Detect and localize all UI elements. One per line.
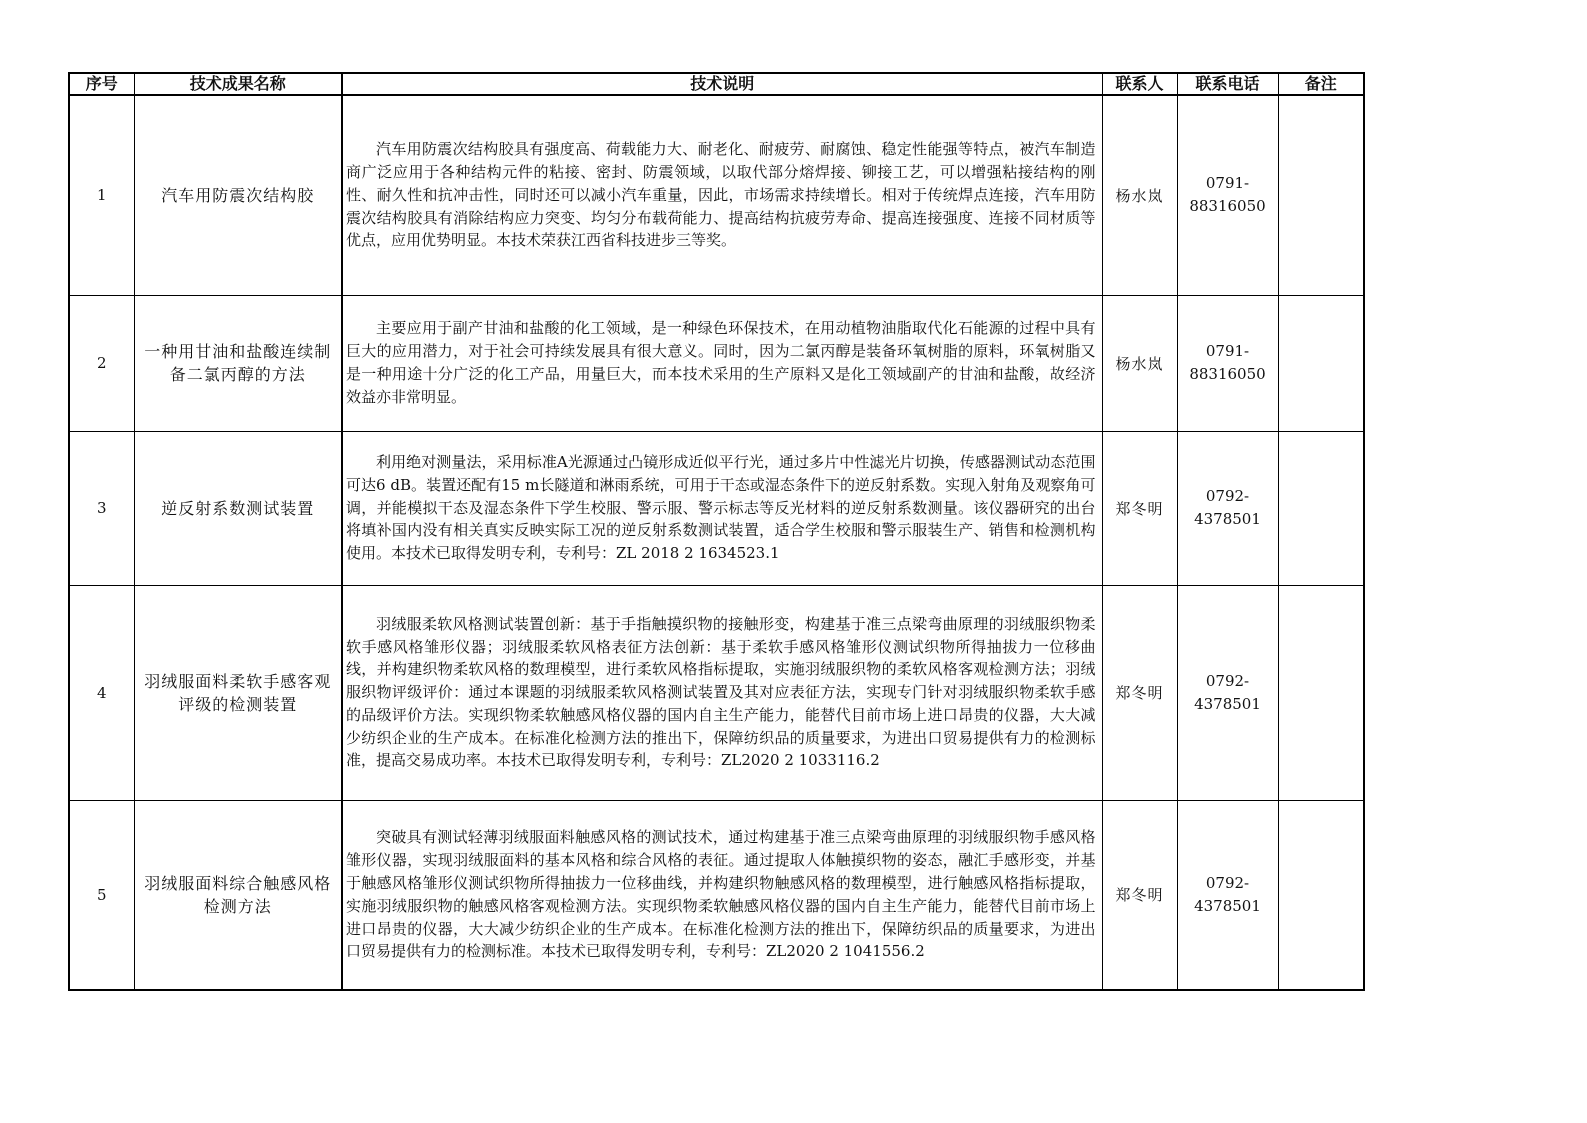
table-row: [69, 585, 1364, 800]
contact-phone: [1177, 585, 1278, 800]
tech-description-text: 突破具有测试轻薄羽绒服面料触感风格的测试技术，通过构建基于准三点梁弯曲原理的羽绒服织物手感风格雏形仪器，实现羽绒服面料的基本风格和综合风格的表征。通过提取人体触摸织物的姿态，融汇手感形变，并基于触感风格雏形仪测试织物所得抽拔力一位移曲线，并构建织物触感风格的数理模型，进行触感风格指标提取，实施羽绒服织物的触感风格客观检测方法。实现织物柔软触感风格仪器的国内自主生产能力，能替代目前市场上进口昂贵的仪器，大大减少纺织企业的生产成本。在标准化检测方法的推出下，保障纺织品的质量要求，为进出口贸易提供有力的检测标准。本技术已取得发明专利，专利号：ZL2020 2 1041556.2: [346, 828, 1096, 961]
contact-phone: [1177, 800, 1278, 990]
row-number: 1: [69, 95, 134, 295]
tech-description: [342, 585, 1102, 800]
header-note: 备注: [1278, 73, 1364, 95]
table-row: [69, 95, 1364, 295]
note-cell: [1278, 585, 1364, 800]
table-row: [69, 431, 1364, 585]
contact-phone: [1177, 431, 1278, 585]
contact-person: 郑冬明: [1102, 585, 1177, 800]
phone-number: 88316050: [1189, 197, 1266, 216]
tech-name: 一种用甘油和盐酸连续制备二氯丙醇的方法: [134, 295, 342, 431]
table-row: [69, 800, 1364, 990]
phone-number: 4378501: [1194, 694, 1261, 713]
phone-area-code: 0792-: [1205, 487, 1250, 505]
tech-name: 羽绒服面料柔软手感客观评级的检测装置: [134, 585, 342, 800]
tech-results-table: [68, 72, 1365, 991]
tech-description-text: 汽车用防震次结构胶具有强度高、荷载能力大、耐老化、耐疲劳、耐腐蚀、稳定性能强等特点，被汽车制造商广泛应用于各种结构元件的粘接、密封、防震领域，以取代部分熔焊接、铆接工艺，可以增强粘接结构的刚性、耐久性和抗冲击性，同时还可以减小汽车重量，因此，市场需求持续增长。相对于传统焊点连接，汽车用防震次结构胶具有消除结构应力突变、均匀分布载荷能力、提高结构抗疲劳寿命、提高连接强度、连接不同材质等优点，应用优势明显。本技术荣获江西省科技进步三等奖。: [346, 140, 1096, 250]
phone-area-code: 0791-: [1205, 174, 1250, 193]
tech-name: 羽绒服面料综合触感风格检测方法: [134, 800, 342, 990]
contact-person: 杨水岚: [1102, 295, 1177, 431]
tech-description-text: 羽绒服柔软风格测试装置创新：基于手指触摸织物的接触形变，构建基于准三点梁弯曲原理的羽绒服织物柔软手感风格雏形仪器；羽绒服柔软风格表征方法创新：基于柔软手感风格雏形仪测试织物所得抽拔力一位移曲线，并构建织物柔软风格的数理模型，进行柔软风格指标提取，实施羽绒服织物的柔软风格客观检测方法；羽绒服织物评级评价：通过本课题的羽绒服柔软风格测试装置及其对应表征方法，实现专门针对羽绒服织物柔软手感的品级评价方法。实现织物柔软触感风格仪器的国内自主生产能力，能替代目前市场上进口昂贵的仪器，大大减少纺织企业的生产成本。在标准化检测方法的推出下，保障纺织品的质量要求，为进出口贸易提供有力的检测标准，提高交易成功率。本技术已取得发明专利，专利号：ZL2020 2 1033116.2: [346, 614, 1096, 770]
tech-description-text: 利用绝对测量法，采用标准A光源通过凸镜形成近似平行光，通过多片中性滤光片切换，传感器测试动态范围可达6 dB。装置还配有15 m长隧道和淋雨系统，可用于干态或湿态条件下的逆反射系数。实现入射角及观察角可调，并能模拟干态及湿态条件下学生校服、警示服、警示标志等反光材料的逆反射系数测量。该仪器研究的出台将填补国内没有相关真实反映实际工况的逆反射系数测试装置，适合学生校服和警示服装生产、销售和检测机构使用。本技术已取得发明专利，专利号：ZL 2018 2 1634523.1: [346, 453, 1096, 563]
tech-description: [342, 431, 1102, 585]
contact-person: 杨水岚: [1102, 95, 1177, 295]
tech-description: [342, 95, 1102, 295]
note-cell: [1278, 431, 1364, 585]
tech-description: [342, 295, 1102, 431]
contact-phone: [1177, 95, 1278, 295]
row-number: 5: [69, 800, 134, 990]
row-number: 4: [69, 585, 134, 800]
phone-area-code: 0792-: [1205, 873, 1250, 892]
tech-name: 汽车用防震次结构胶: [134, 95, 342, 295]
phone-number: 4378501: [1194, 896, 1261, 915]
note-cell: [1278, 95, 1364, 295]
header-desc: 技术说明: [342, 73, 1102, 95]
contact-phone: [1177, 295, 1278, 431]
table-row: [69, 295, 1364, 431]
header-contact: 联系人: [1102, 73, 1177, 95]
phone-number: 88316050: [1189, 365, 1266, 383]
row-number: 2: [69, 295, 134, 431]
row-number: 3: [69, 431, 134, 585]
contact-person: 郑冬明: [1102, 431, 1177, 585]
tech-description: [342, 800, 1102, 990]
contact-person: 郑冬明: [1102, 800, 1177, 990]
phone-area-code: 0792-: [1205, 671, 1250, 690]
tech-name: 逆反射系数测试装置: [134, 431, 342, 585]
tech-description-text: 主要应用于副产甘油和盐酸的化工领域，是一种绿色环保技术，在用动植物油脂取代化石能源的过程中具有巨大的应用潜力，对于社会可持续发展具有很大意义。同时，因为二氯丙醇是装备环氧树脂的原料，环氧树脂又是一种用途十分广泛的化工产品，用量巨大，而本技术采用的生产原料又是化工领域副产的甘油和盐酸，故经济效益亦非常明显。: [346, 319, 1096, 406]
note-cell: [1278, 295, 1364, 431]
header-row: [69, 73, 1364, 95]
header-no: 序号: [69, 73, 134, 95]
phone-area-code: 0791-: [1205, 342, 1250, 360]
header-name: 技术成果名称: [134, 73, 342, 95]
header-phone: 联系电话: [1177, 73, 1278, 95]
note-cell: [1278, 800, 1364, 990]
phone-number: 4378501: [1194, 510, 1261, 528]
